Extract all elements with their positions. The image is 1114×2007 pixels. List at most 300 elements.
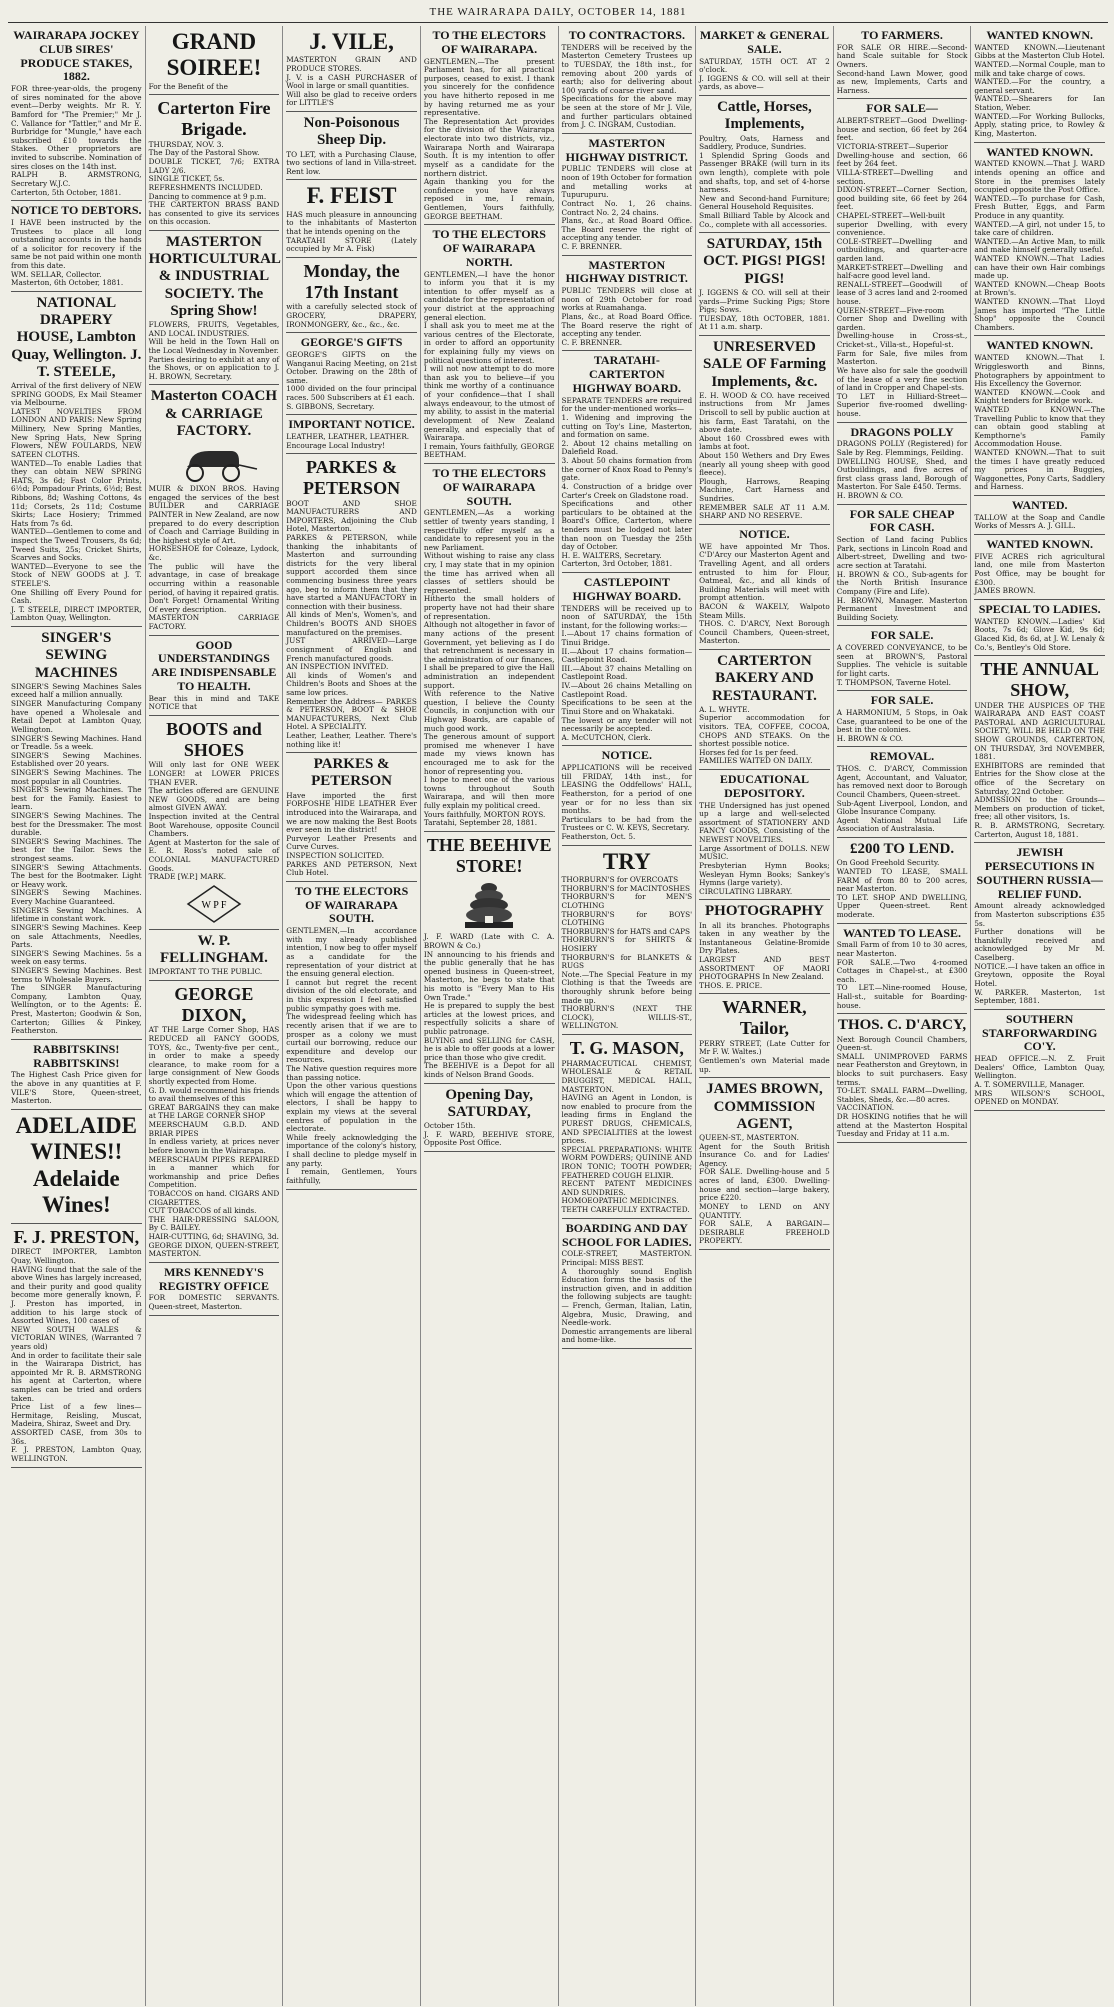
advertisement	[562, 846, 693, 1035]
ad-text-line: He is prepared to supply the best articles at the lowest prices, and respectfully solicits a share of public patronage.	[423, 1001, 555, 1036]
ad-text-line: IN announcing to his friends and the public generally that he has opened business in Queen-street, Masterton, he begs to state that his motto is "Every Man to His Own Trade."	[423, 949, 555, 1002]
ad-heading: SINGER'S SEWING MACHINES	[35, 630, 118, 681]
ad-text-line: TO-LET. SMALL FARM—Dwelling, Stables, Sheds, &c.—80 acres.	[836, 1086, 968, 1104]
ad-text-line: NOTICE.—I have taken an office in Greytown, opposite the Royal Hotel.	[974, 961, 1105, 988]
ad-text-line: SMALL UNIMPROVED FARMS near Featherston and Greytown, in blocks to suit purchasers. Easy terms.	[836, 1051, 968, 1087]
ad-text-line: WANTED.—An Active Man, to milk and make himself generally useful.	[974, 236, 1105, 255]
ad-text-line: A. T. SOMERVILLE, Manager.	[974, 1079, 1085, 1089]
ad-text-line: QUEEN-ST., MASTERTON.	[699, 1133, 799, 1143]
ad-heading: Cattle, Horses, Implements,	[717, 99, 812, 133]
ad-heading: Monday, the 17th Instant	[303, 260, 400, 302]
ad-text-line: Plough, Harrows, Reaping Machine, Cart Harness and Sundries.	[699, 476, 830, 504]
ad-text-line: GEORGE DIXON, QUEEN-STREET, MASTERTON.	[148, 1240, 280, 1259]
ad-text-line: J. IGGENS & CO. will sell at their yards, as above—	[699, 73, 830, 92]
ad-heading: WANTED KNOWN.	[986, 144, 1094, 159]
ad-text-line: GREAT BARGAINS they can make at THE LARGE CORNER SHOP	[148, 1102, 280, 1121]
ad-heading: GEORGE'S GIFTS	[300, 335, 403, 350]
ad-text-line: Horses fed for 1s per feed.	[699, 747, 799, 757]
advertisement	[699, 525, 830, 650]
ad-text-line: Inspection invited at the Central Boot Warehouse, opposite Council Chambers.	[148, 812, 280, 839]
ad-text-line: I remain, Yours faithfully, GEORGE BEETHAM.	[423, 441, 555, 460]
ad-text-line: C. F. BRENNER.	[561, 241, 623, 251]
ad-text-line: MEERSCHAUM G.B.D. AND BRIAR PIPES	[148, 1120, 280, 1138]
ad-text-line: THORBURN'S for BLANKETS & RUGS	[561, 952, 693, 971]
ad-heading: CASTLEPOINT HIGHWAY BOARD.	[572, 575, 682, 603]
ad-text-line: Specifications and other particulars to be obtained at the Board's Office, Carterton, where tenders must be lodged not later than noon on Tuesday the 25th day of October.	[561, 499, 693, 552]
ad-text-line: Arrival of the first delivery of NEW SPRING GOODS, Ex Mail Steamer via Melbourne.	[11, 381, 142, 408]
ad-heading: WARNER, Tailor,	[722, 997, 807, 1039]
ad-text-line: Agent for the South British Insurance Co. and for Ladies' Agency.	[699, 1141, 830, 1168]
ad-text-line: Hitherto the small holders of property have not had their share of representation.	[423, 594, 555, 621]
ad-text-line: In all its branches. Photographs taken in any weather by the Instantaneous Gelatine-Bromide Dry Plates.	[699, 920, 830, 956]
ad-heading: THE ANNUAL SHOW,	[980, 659, 1099, 700]
ad-text-line: THE Undersigned has just opened up a large and well-selected assortment of STATIONERY AND FANCY GOODS, Consisting of the NEWEST NOVELTIES.	[699, 800, 830, 845]
ad-text-line: SEPARATE TENDERS are required for the under-mentioned works—	[561, 395, 693, 414]
ad-heading: TO THE ELECTORS OF WAIRARAPA NORTH.	[432, 227, 546, 269]
advertisement	[562, 134, 693, 256]
advertisement	[837, 838, 968, 924]
ad-text-line: CHAPEL-STREET—Well-built superior Dwelling, with every convenience.	[836, 210, 968, 238]
ad-text-line: JUST ARRIVED—Large consignment of English and French manufactured goods.	[286, 636, 417, 663]
ad-text-line: Farm for Sale, five miles from Masterton.	[836, 348, 968, 367]
ad-heading: NOTICE.	[601, 748, 652, 763]
ad-text-line: WANTED—To enable Ladies that they can obtain NEW SPRING HATS, 3s 6d; Fast Color Prints, 6½d; Pompadour Prints, 6½d; Best Ribbons, 8d; Washing Cottons, 4s 11d; Corsets, 2s 11d; Costume Skirts; Lace Hosiery; Trimmed Hats from 7s 6d.	[11, 458, 142, 528]
ad-heading: ADELAIDE WINES!! Adelaide Wines!	[15, 1112, 138, 1218]
ad-text-line: Sub-Agent Liverpool, London, and Globe Insurance Company.	[836, 798, 968, 817]
ad-text-line: Further donations will be thankfully received and acknowledged by Mr M. Caselberg.	[974, 927, 1105, 963]
ad-text-line: FOR SALE. Dwelling-house and 5 acres of land, £300. Dwelling-house and section—large bakery, price £220.	[699, 1167, 830, 1203]
ad-text-line: Bear this in mind and TAKE NOTICE that	[148, 693, 280, 712]
ad-heading: GRAND SOIREE!	[166, 29, 262, 81]
ad-heading: F. FEIST	[306, 183, 397, 209]
ad-text-line: RECENT PATENT MEDICINES AND SUNDRIES.	[561, 1179, 693, 1197]
ad-text-line: About 150 Wethers and Dry Ewes (nearly all young sheep with good fleece).	[699, 451, 830, 478]
ad-text-line: J. IGGENS & CO. will sell at their yards—Prime Sucking Pigs; Store Pigs; Sows.	[699, 287, 830, 315]
ad-text-line: New and Second-hand Furniture; General Household Requisites.	[699, 193, 830, 212]
ad-text-line: The articles offered are GENUINE NEW GOODS, and are being almost GIVEN AWAY.	[148, 786, 280, 813]
ad-text-line: SINGER'S Sewing Machines. Every Machine Guaranteed.	[11, 888, 142, 907]
advertisement	[974, 496, 1105, 535]
ad-heading: MASTERTON HIGHWAY DISTRICT.	[565, 135, 688, 164]
advertisement	[149, 716, 280, 930]
ad-text-line: Have imported the first FORFOSHE HIDE LEATHER Ever introduced into the Wairarapa, and we are now making the Best Boots ever seen in the district!	[286, 790, 417, 835]
ad-text-line: THORBURN'S for BOYS' CLOTHING	[561, 909, 693, 928]
ad-heading: THOS. C. D'ARCY,	[837, 1017, 967, 1034]
advertisement	[424, 26, 555, 225]
ad-text-line: MASTERTON CARRIAGE FACTORY.	[148, 613, 280, 631]
advertisement	[149, 930, 280, 981]
ad-heading: WANTED TO LEASE.	[843, 925, 962, 940]
ad-text-line: WANTED KNOWN.—That I. Wrigglesworth and Binns, Photographers by appointment to His Excellency the Governor.	[974, 353, 1105, 389]
column-7	[834, 26, 972, 2006]
ad-text-line: 1000 divided on the four principal races. 500 Subscribers at £1 each.	[286, 384, 417, 402]
ad-heading: TO CONTRACTORS.	[568, 28, 685, 42]
ad-text-line: WANTED KNOWN.—That to suit the times I have greatly reduced my prices in Buggies, Waggonettes, Pony Carts, Saddlery and Harness.	[974, 447, 1105, 492]
advertisement	[974, 600, 1105, 656]
ad-text-line: TO LET. SHOP AND DWELLING, Upper Queen-street. Rent moderate.	[836, 892, 968, 919]
ad-text-line: One Shilling off Every Pound for Cash.	[11, 587, 142, 606]
advertisement	[149, 981, 280, 1263]
ad-text-line: FOR SALE, A BARGAIN—DESIRABLE FREEHOLD PROPERTY.	[699, 1219, 830, 1246]
ad-heading: J. VILE,	[309, 29, 394, 54]
advertisement	[149, 231, 280, 386]
advertisement	[837, 1014, 968, 1143]
ad-heading: FOR SALE CHEAP FOR CASH.	[849, 506, 955, 535]
ad-text-line: WANTED KNOWN.—Lieutenant Gibbs at the Masterton Club Hotel.	[974, 42, 1105, 61]
ad-text-line: FOR three-year-olds, the progeny of sires nominated for the above event—Derby weights. Mr R. Y. Bamford for "The Premier;" Mr J. C. Vallance for "Tattler," and Mr E. Burbridge for "Mungle," have each subscribed £10 towards the Stakes. Other proprietors are invited to subscribe. Nomination of sires closes on the 14th inst.	[11, 84, 142, 171]
ad-text-line: MONEY to LEND on ANY QUANTITY.	[699, 1201, 830, 1220]
ad-text-line: CUT TOBACCOS of all kinds.	[148, 1206, 257, 1216]
advertisement	[699, 770, 830, 900]
ad-text-line: Leather, Leather, Leather. There's nothing like it!	[286, 731, 417, 749]
advertisement	[837, 99, 968, 422]
trade-mark-emblem	[149, 882, 280, 926]
beehive-icon	[459, 878, 519, 932]
ad-heading: EDUCATIONAL DEPOSITORY.	[719, 772, 809, 800]
columns	[8, 26, 1108, 2006]
ad-heading: FOR SALE.	[870, 628, 934, 643]
ad-text-line: MEERSCHAUM PIPES REPAIRED in a manner which for workmanship and price Defies Competition.	[148, 1154, 280, 1190]
ad-text-line: Masterton, 6th October, 1881.	[11, 278, 124, 288]
ad-heading: JEWISH PERSECUTIONS IN SOUTHERN RUSSIA—RELIEF FUND.	[976, 845, 1103, 901]
trade-mark-icon	[184, 884, 244, 924]
advertisement	[699, 650, 830, 770]
ad-text-line: WANTED—Gentlemen to come and inspect the Tweed Trousers, 8s 6d; Tweed Suits, 25s; Cricket Shirts, Scarves and Socks.	[11, 527, 142, 563]
ad-heading: W. P. FELLINGHAM.	[159, 932, 268, 967]
ad-text-line: WANTED KNOWN.—The Travelling Public to know that they can obtain good stabling at Kempthorne's Family Accommodation House.	[974, 404, 1105, 449]
ad-text-line: SINGER'S Sewing Machines. The most popular in all Countries.	[11, 767, 142, 786]
advertisement	[149, 95, 280, 230]
ad-text-line: TO LET.—Nine-roomed House, Hall-st., suitable for Boarding-house.	[836, 983, 968, 1010]
column-1	[8, 26, 146, 2006]
advertisement	[562, 1035, 693, 1219]
ad-text-line: VICTORIA-STREET—Superior Dwelling-house and section, 66 feet by 264 feet.	[836, 142, 968, 169]
ad-text-line: EXHIBITORS are reminded that Entries for the Show close at the office of the Secretary on Saturday, 22nd October.	[974, 760, 1105, 796]
ad-text-line: Carterton, 3rd October, 1881.	[561, 559, 673, 569]
ad-text-line: Yours faithfully, MORTON ROYS.	[423, 809, 546, 819]
ad-text-line: J. T. STEELE, DIRECT IMPORTER, Lambton Quay, Wellington.	[11, 604, 142, 623]
ad-text-line: I shall ask you to meet me at the various centres of the Electorate, in order to afford an opportunity for explaining fully my views on political questions of interest.	[423, 321, 555, 365]
ad-text-line: THORBURN'S for MEN'S CLOTHING	[561, 892, 693, 910]
ad-heading: WANTED.	[1011, 498, 1068, 513]
ad-text-line: Agent at Masterton for the sale of E. R. Ross's noted sale of COLONIAL MANUFACTURED Goods.	[148, 837, 280, 873]
ad-text-line: BACON & WAKELY, Walpoto Steam Mills.	[699, 601, 830, 620]
ad-text-line: Carterton, 5th October, 1881.	[11, 187, 122, 197]
ad-text-line: Will only last for ONE WEEK LONGER! at LOWER PRICES THAN EVER.	[148, 760, 280, 787]
ad-text-line: Although not altogether in favor of many actions of the present Government, yet believing as I do that retrenchment is necessary in the administration of our finances, I shall be prepared to give the Hall administration an independent support.	[423, 620, 555, 690]
ad-text-line: HAS much pleasure in announcing to the inhabitants of Masterton that he intends opening on the	[286, 209, 417, 237]
ad-heading: WAIRARAPA JOCKEY CLUB SIRES' PRODUCE STAKES, 1882.	[13, 28, 140, 84]
ad-text-line: About 160 Crossbred ewes with lambs at foot.	[699, 433, 830, 452]
advertisement	[11, 1040, 142, 1110]
ad-heading: MASTERTON HIGHWAY DISTRICT.	[565, 257, 688, 286]
advertisement	[974, 26, 1105, 143]
ad-text-line: R. B. ARMSTRONG, Secretary. Carterton, August 18, 1881.	[974, 821, 1105, 839]
ad-heading: TARATAHI-CARTERTON HIGHWAY BOARD.	[572, 353, 682, 396]
advertisement	[837, 505, 968, 627]
ad-text-line: LARGEST AND BEST ASSORTMENT OF MAORI PHOTOGRAPHS In New Zealand.	[699, 955, 830, 982]
ad-text-line: E. H. WOOD & CO. have received instructions from Mr James Driscoll to sell by public auction at his farm, East Taratahi, on the above date.	[699, 390, 830, 435]
ad-text-line: COLE-STREET, MASTERTON. Principal: MISS BEST.	[561, 1249, 693, 1267]
advertisement	[286, 333, 417, 415]
ad-text-line: SINGER'S Sewing Machines. Keep on sale Attachments, Needles, Parts.	[11, 922, 142, 950]
ad-text-line: Large Assortment of DOLLS. NEW MUSIC.	[699, 843, 830, 862]
ad-heading: Carterton Fire Brigade.	[157, 98, 271, 140]
ad-heading: TO THE ELECTORS OF WAIRARAPA.	[432, 28, 546, 56]
ad-text-line: I cannot but regret the recent division of the old electorate, and in this expression I feel satisfied public sympathy goes with me.	[286, 977, 417, 1013]
ad-text-line: H. BROWN & CO.	[836, 733, 904, 743]
ad-text-line: Plans, &c., at Road Board Office. The Board reserve the right of accepting any tender.	[561, 216, 693, 243]
ad-text-line: Will be held in the Town Hall on the Local Wednesday in November.	[148, 337, 280, 356]
ad-text-line: Taratahi, September 28, 1881.	[423, 818, 538, 828]
ad-text-line: REMEMBER SALE AT 11 A.M. SHARP AND NO RESERVE.	[699, 502, 830, 521]
ad-text-line: SINGER'S Sewing Machines. Best terms to Wholesale Buyers.	[11, 965, 142, 984]
ad-text-line: COLE-STREET—Dwelling and outbuildings, and quarter-acre garden land.	[836, 236, 968, 263]
ad-heading: Opening Day, SATURDAY,	[445, 1086, 533, 1120]
ad-text-line: SINGER'S Sewing Machines. The best for the Family. Easiest to learn.	[11, 785, 142, 812]
ad-text-line: PARKES & PETERSON, while thanking the inhabitants of Masterton and surrounding districts for the very liberal support accorded them since commencing business three years ago, beg to inform them that they have started a MANUFACTORY in connection with their business.	[286, 533, 417, 611]
ad-text-line: Superior accommodation for visitors. TEA, COFFEE, COCOA, CHOPS AND STEAKS. On the shortest possible notice.	[699, 713, 830, 749]
ad-text-line: GENTLEMEN,—In accordance with my already published intention, I now beg to offer myself as a candidate for the representation of your district at the ensuing general election.	[286, 926, 417, 979]
ad-text-line: Dwelling-house in Cross-st., Cricket-st., Villa-st., Hopeful-st.	[836, 331, 968, 350]
ad-text-line: I will not now attempt to do more than ask you to believe—if you think me worthy of a continuance of your confidence—that I shall always endeavour, to the utmost of my ability, to assist in the material development of New Zealand generally, and especially that of Wairarapa.	[423, 364, 555, 443]
ad-text-line: FOR SALE.—Two 4-roomed Cottages in Chapel-st., at £300 each.	[836, 957, 968, 984]
advertisement	[11, 201, 142, 292]
ad-text-line: THE HAIR-DRESSING SALOON, By C. BAILEY.	[148, 1214, 280, 1233]
advertisement	[286, 258, 417, 333]
ad-text-line: The generous amount of support promised me whenever I have made my views known has encouraged me to ask for the honor of representing you.	[423, 732, 555, 776]
ad-text-line: FOR DOMESTIC SERVANTS. Queen-street, Masterton.	[148, 1293, 280, 1312]
ad-text-line: WANTED KNOWN.—That J. WARD intends opening an office and Store in the premises lately occupied opposite the Post Office.	[974, 159, 1105, 195]
ad-text-line: TENDERS will be received by the Masterton Cemetery Trustees up to TUESDAY, the 18th inst., for removing about 200 yards of earth; also for delivering about 100 yards of coarse river sand.	[561, 42, 693, 95]
ad-text-line: PUBLIC TENDERS will close at noon of 19th October for formation and metalling works at Tupurupuru.	[561, 164, 693, 200]
ad-text-line: All kinds of Men's, Women's, and Children's BOOTS AND SHOES manufactured on the premises.	[286, 610, 417, 637]
ad-text-line: Specifications for the above may be seen at the store of Mr J. Vile, and further particulars obtained from J. C. INGRAM, Custodian.	[561, 94, 693, 130]
advertisement	[562, 573, 693, 746]
ad-text-line: I remain, Gentlemen, Yours faithfully,	[286, 1167, 417, 1185]
ad-text-line: We have also for sale the goodwill of the lease of a very fine section of land in Cropper and Chapel-sts.	[836, 365, 968, 393]
ad-heading: SOUTHERN STARFORWARDING CO'Y.	[982, 1011, 1098, 1054]
advertisement	[974, 336, 1105, 496]
ad-text-line: DR HOSKING notifies that he will attend at the Masterton Hospital Tuesday and Friday at 11 a.m.	[836, 1112, 968, 1139]
advertisement	[699, 336, 830, 525]
ad-text-line: WANTED KNOWN.—Cook and Knight tenders for Bridge work.	[974, 387, 1105, 406]
ad-text-line: SINGER'S Sewing Machines. Hand or Treadle. 5s a week.	[11, 733, 142, 752]
ad-text-line: 3. About 50 chains formation from the corner of Knox Road to Penny's gate.	[561, 456, 693, 483]
advertisement	[974, 143, 1105, 337]
advertisement	[149, 385, 280, 635]
ad-text-line: H. BROWN & CO., Sub-agents for the North British Insurance Company (Fire and Life).	[836, 569, 968, 596]
ad-text-line: The Highest Cash Price given for the above in any quantities at F. VILE'S Store, Queen-street, Masterton.	[11, 1070, 142, 1106]
ad-text-line: TO LET, with a Purchasing Clause, two sections of land in Villa-street. Rent low.	[286, 149, 417, 176]
advertisement	[837, 26, 968, 99]
ad-text-line: SINGER'S Sewing Machines Sales exceed half a million annually.	[11, 681, 142, 700]
ad-heading: TO FARMERS.	[861, 28, 943, 42]
ad-text-line: THURSDAY, NOV. 3.	[148, 139, 224, 149]
ad-text-line: All kinds of Women's and Children's Boots and Shoes at the same low prices.	[286, 670, 417, 697]
ad-heading: SPECIAL TO LADIES.	[978, 601, 1101, 616]
ad-heading: BOARDING AND DAY SCHOOL FOR LADIES.	[561, 1220, 692, 1249]
ad-text-line: The Native question requires more than passing notice.	[286, 1063, 417, 1082]
ad-text-line: MASTERTON GRAIN AND PRODUCE STORES.	[286, 55, 417, 74]
ad-text-line: The lowest or any tender will not necessarily be accepted.	[561, 715, 693, 734]
svg-text:W P F: W P F	[201, 899, 227, 911]
ad-text-line: WE have appointed Mr Thos. C'D'Arcy our Masterton Agent and Travelling Agent, and all orders entrusted to him for Flour, Oatmeal, &c., and all kinds of Building Materials will meet with prompt attention.	[699, 541, 830, 603]
ad-text-line: The Day of the Pastoral Show.	[148, 148, 260, 158]
ad-text-line: S. GIBBONS, Secretary.	[286, 401, 375, 411]
advertisement	[286, 415, 417, 454]
ad-text-line: Specifications to be seen at the Tinui Store and on Whakataki.	[561, 698, 693, 716]
ad-text-line: Plans, &c., at Road Board Office. The Board reserve the right of accepting any tender.	[561, 312, 693, 339]
ad-text-line: THORBURN'S (NEXT THE CLOCK), WILLIS-ST., WELLINGTON.	[561, 1004, 693, 1031]
ad-text-line: C. F. BRENNER.	[561, 337, 623, 347]
ad-text-line: Without wishing to raise any class cry, I may state that in my opinion the time has arrived when all classes of settlers should be represented.	[423, 551, 555, 595]
ad-text-line: Domestic arrangements are liberal and home-like.	[561, 1326, 693, 1345]
ad-heading: MARKET & GENERAL SALE.	[699, 28, 829, 56]
ad-text-line: F. J. PRESTON, Lambton Quay, WELLINGTON.	[11, 1445, 142, 1463]
ad-text-line: WANTED.—For the country, a general servant.	[974, 77, 1105, 95]
ad-text-line: SINGER'S Sewing Machines. The best for the Tailor. Sews the strongest seams.	[11, 836, 142, 864]
ad-text-line: THORBURN'S for OVERCOATS	[561, 875, 679, 885]
ad-heading: TO THE ELECTORS OF WAIRARAPA SOUTH.	[432, 465, 546, 508]
ad-text-line: Encourage Local Industry!	[286, 440, 386, 450]
advertisement	[562, 351, 693, 573]
carriage-illustration-icon	[169, 443, 259, 483]
ad-heading: T. G. MASON,	[569, 1038, 684, 1059]
ad-heading: Masterton COACH & CARRIAGE FACTORY.	[150, 388, 278, 439]
ad-text-line: And in order to facilitate their sale in the Wairarapa District, has appointed Mr R. B. ARMSTRONG his agent at Carterton, where samples can be tried and orders taken.	[11, 1350, 142, 1403]
ad-text-line: VILLA-STREET—Dwelling and section.	[836, 167, 968, 186]
ad-heading: F. J. PRESTON,	[13, 1226, 140, 1247]
ad-text-line: REFRESHMENTS INCLUDED.	[148, 182, 263, 192]
advertisement	[286, 753, 417, 882]
ad-text-line: FIVE ACRES rich agricultural land, one mile from Masterton Post Office, may be bought for £300.	[974, 551, 1105, 587]
ad-text-line: THE CARTERTON BRASS BAND has consented to give its services on this occasion.	[148, 200, 280, 227]
ad-text-line: MUIR & DIXON BROS. Having engaged the services of the best BUILDER and CARRIAGE PAINTER in New Zealand, are now prepared to do every description of Coach and Carriage Building in the highest style of Art.	[148, 484, 280, 545]
advertisement	[837, 747, 968, 838]
ad-text-line: TUESDAY, 18th OCTOBER, 1881. At 11 a.m. sharp.	[699, 313, 830, 332]
ad-text-line: NEW SOUTH WALES & VICTORIAN WINES, (Warranted 7 years old)	[11, 1324, 142, 1351]
ad-text-line: AN INSPECTION INVITED.	[286, 662, 389, 672]
ad-text-line: 1. Widening and improving the cutting on Toy's Line, Masterton, and formation on same.	[561, 413, 693, 440]
ad-text-line: W. PARKER. Masterton, 1st September, 1881.	[974, 987, 1105, 1006]
advertisement	[974, 535, 1105, 600]
ad-heading: TRY	[602, 848, 651, 874]
ad-text-line: AT THE Large Corner Shop, HAS REDUCED all FANCY GOODS, TOYS, &c., Twenty-five per cent., in order to make a speedy clearance, to make room for a large consignment of New Goods shortly expected from Home.	[148, 1025, 280, 1087]
ad-heading: WANTED KNOWN.	[986, 338, 1094, 353]
ad-text-line: SINGER'S Sewing Machines. A lifetime in constant work.	[11, 905, 142, 924]
ad-heading: GEORGE DIXON,	[174, 984, 254, 1025]
ad-heading: DRAGONS POLLY	[850, 424, 954, 439]
ad-text-line: While freely acknowledging the importance of the colony's history, I shall decline to pledge myself in any party.	[286, 1132, 417, 1168]
ad-text-line: DIXON-STREET—Corner Section, good building site, 66 feet by 264 feet.	[836, 185, 968, 212]
ad-text-line: A COVERED CONVEYANCE, to be seen at BROWN'S, Pastoral Supplies. The vehicle is suitable for light carts.	[836, 643, 968, 678]
ad-text-line: HAVING found that the sale of the above Wines has largely increased, and their purity and good quality become more generally known, F. J. Preston has imported, in addition to his large stock of Assorted Wines, 100 cases of	[11, 1264, 142, 1326]
ad-text-line: A HARMONIUM, 5 Stops, in Oak Case, guaranteed to be one of the best in the colonies.	[836, 707, 968, 735]
advertisement	[699, 1078, 830, 1250]
advertisement	[286, 180, 417, 257]
ad-text-line: Upon the other various questions which will engage the attention of electors, I shall be happy to explain my views at the several centres of population in the electorate.	[286, 1081, 417, 1134]
ad-text-line: WANTED.—Normal Couple, man to milk and take charge of cows.	[974, 60, 1106, 78]
ad-text-line: H. BROWN, Manager. Masterton Permanent Investment and Building Society.	[836, 595, 968, 622]
ad-text-line: THOS. E. PRICE.	[699, 980, 763, 990]
ad-text-line: Don't Forget! Ornamental Writing Of every description.	[148, 596, 280, 614]
ad-heading: NATIONAL DRAPERY HOUSE, Lambton Quay, Wellington. J. T. STEELE,	[11, 294, 142, 380]
carriage-vignette	[149, 441, 280, 485]
advertisement	[11, 1224, 142, 1468]
ad-text-line: MARKET-STREET—Dwelling and half-acre good level land.	[836, 262, 968, 281]
ad-heading: REMOVAL.	[870, 749, 935, 764]
ad-text-line: Remember the Address— PARKES & PETERSON, BOOT & SHOE MANUFACTURERS, Next Club Hotel. A SPECIALITY.	[286, 696, 417, 732]
ad-text-line: The widespread feeling which has recently arisen that if we are to prosper as a colony we must curtail our borrowing, reduce our expenditure and develop our resources.	[286, 1012, 417, 1065]
ad-heading: THE BEEHIVE STORE!	[426, 834, 552, 876]
ad-text-line: The SINGER Manufacturing Company, Lambton Quay, Wellington, or to the Agents: E. Prest, Masterton; Goodwin & Son, Carterton; Gillies & Pinkey, Featherston.	[11, 983, 142, 1036]
advertisement	[424, 832, 555, 1084]
ad-text-line: DOUBLE TICKET, 7/6; EXTRA LADY 2/6.	[148, 157, 280, 175]
advertisement	[562, 746, 693, 845]
advertisement	[11, 292, 142, 627]
ad-text-line: Section of Land facing Publics Park, sections in Lincoln Road and Albert-street, Dwelling and two-acre section at Taratahi.	[836, 535, 968, 571]
advertisement	[699, 26, 830, 96]
advertisement	[424, 1084, 555, 1152]
advertisement	[11, 627, 142, 1040]
advertisement	[699, 96, 830, 233]
ad-text-line: A. McCUTCHON, Clerk.	[561, 732, 651, 742]
ad-text-line: 1 Splendid Spring Goods and Passenger BRAKE (will turn in its own length), complete with pole and shafts, top, and set of 4-horse harness.	[699, 150, 830, 195]
ad-text-line: J. F. WARD, BEEHIVE STORE, Opposite Post Office.	[423, 1129, 555, 1148]
ad-text-line: SINGER'S Sewing Machines. The best for the Dressmaker. The most durable.	[11, 810, 142, 838]
ad-text-line: For the Benefit of the	[148, 81, 228, 91]
ad-text-line: DIRECT IMPORTER, Lambton Quay, Wellington.	[11, 1247, 142, 1265]
advertisement	[11, 1110, 142, 1224]
ad-heading: GOOD UNDERSTANDINGS ARE INDISPENSABLE TO HEALTH.	[151, 637, 277, 693]
ad-text-line: TEETH CAREFULLY EXTRACTED.	[561, 1205, 690, 1215]
ad-heading: JAMES BROWN, COMMISSION AGENT,	[706, 1081, 823, 1132]
ad-text-line: HAVING an Agent in London, is now enabled to procure from the leading firms in England the PUREST DRUGS, CHEMICALS, AND SPECIALITIES at the lowest prices.	[561, 1093, 693, 1146]
ad-text-line: PUBLIC TENDERS will close at noon of 29th October for road works at Ruamahanga.	[561, 286, 693, 313]
ad-text-line: WANTED KNOWN.—Cheap Boots at Brown's.	[974, 279, 1105, 298]
ad-heading: PARKES & PETERSON	[303, 457, 401, 498]
ad-text-line: RALPH B. ARMSTRONG, Secretary W.J.C.	[11, 170, 142, 188]
ad-text-line: THORBURN'S for MACINTOSHES	[561, 883, 690, 893]
advertisement	[286, 26, 417, 112]
ad-text-line: T. THOMPSON, Taverne Hotel.	[836, 677, 951, 687]
ad-text-line: Featherston, Oct. 5.	[561, 832, 636, 842]
ad-text-line: A. L. WHYTE.	[699, 704, 750, 714]
advertisement	[974, 843, 1105, 1010]
ad-text-line: J. F. WARD (Late with C. A. BROWN & Co.)	[423, 932, 555, 950]
advertisement	[837, 626, 968, 691]
advertisement	[974, 656, 1105, 843]
ad-text-line: I.—About 17 chains formation of Tinui Bridge.	[561, 629, 693, 648]
ad-text-line: ADMISSION to the Grounds—Members on production of ticket, free; all other visitors, 1s.	[974, 795, 1105, 822]
ad-text-line: Small Billiard Table by Alcock and Co., complete with all accessories.	[699, 211, 830, 229]
ad-text-line: WANTED.—For Working Bullocks, Apply, stating price, to Rowley & King, Masterton.	[974, 111, 1105, 138]
ad-heading: NOTICE.	[739, 526, 790, 541]
ad-text-line: WANTED KNOWN.—That Lloyd James has imported "The Little Shop" opposite the Council Chambers.	[974, 297, 1105, 332]
ad-text-line: THORBURN'S for HATS and CAPS	[561, 926, 691, 936]
ad-text-line: III.—About 37 chains Metalling on Castlepoint Road.	[561, 663, 693, 682]
ad-text-line: HEAD OFFICE.—N. Z. Fruit Dealers' Office, Lambton Quay, Wellington.	[974, 1054, 1105, 1081]
ad-text-line: WANTED KNOWN.—Ladies' Kid Boots, 7s 6d; Glove Kid, 9s 6d; Glaced Kid, 8s 6d, at J. W. Lenaly & Co.'s, Bentley's Old Store.	[974, 616, 1105, 652]
ad-text-line: TRADE [W.P.] MARK.	[148, 872, 227, 882]
ad-text-line: INSPECTION SOLICITED.	[286, 851, 385, 860]
ad-text-line: DRAGONS POLLY (Registered) for Sale by Reg. Flemmings, Feilding.	[836, 439, 968, 457]
ad-heading: WANTED KNOWN.	[986, 28, 1094, 42]
advertisement	[424, 225, 555, 464]
advertisement	[562, 26, 693, 134]
ad-text-line: GEORGE'S GIFTS on the Wanganui Racing Meeting, on 21st October. Drawing on the 28th of same.	[286, 349, 417, 385]
